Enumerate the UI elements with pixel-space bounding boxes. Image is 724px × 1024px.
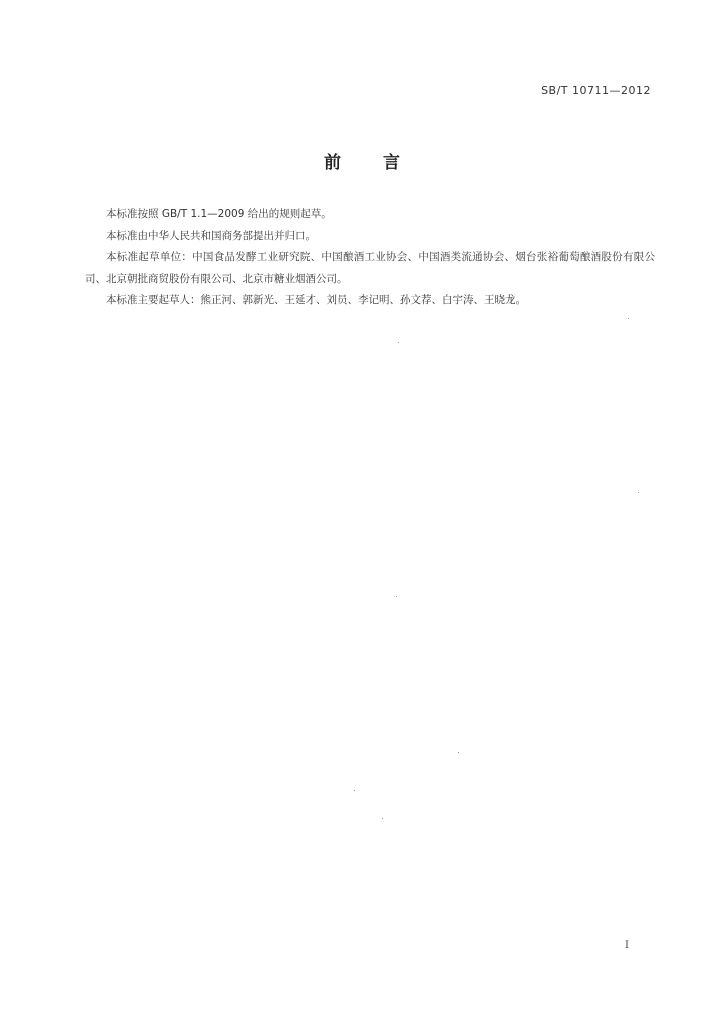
scan-speck [458, 752, 459, 753]
paragraph-drafting-rules: 本标准按照 GB/T 1.1—2009 给出的规则起草。 [106, 208, 332, 220]
standard-code: SB/T 10711—2012 [541, 84, 651, 97]
paragraph-drafting-units: 本标准起草单位：中国食品发酵工业研究院、中国酿酒工业协会、中国酒类流通协会、烟台张裕葡萄酿酒股份有限公司、北京朝批商贸股份有限公司、北京市糖业烟酒公司。 [85, 251, 655, 285]
scan-speck [628, 318, 629, 319]
scan-speck [396, 596, 397, 597]
scan-speck [382, 818, 383, 819]
scan-speck [354, 790, 355, 791]
scan-speck [398, 342, 399, 343]
page-title: 前言 [324, 153, 442, 173]
page-number: I [625, 940, 629, 951]
scan-speck [638, 492, 639, 493]
foreword-body [85, 204, 655, 312]
paragraph-drafters: 本标准主要起草人：熊正河、郭新光、王延才、刘员、李记明、孙文荐、白宇涛、王晓龙。 [106, 294, 526, 306]
paragraph-proposer: 本标准由中华人民共和国商务部提出并归口。 [106, 229, 316, 242]
